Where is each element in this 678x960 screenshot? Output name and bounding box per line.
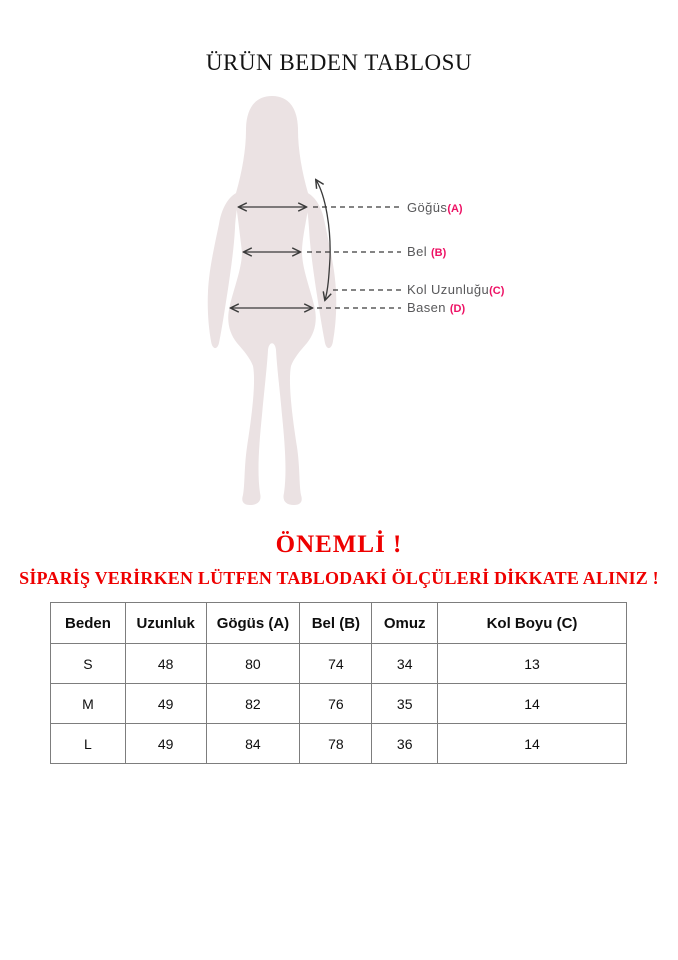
measurement-label-arm-length <box>407 282 504 298</box>
table-cell: 35 <box>372 684 438 724</box>
table-cell: 48 <box>125 644 206 684</box>
column-header-beden: Beden <box>51 603 126 644</box>
column-header-kol-boyu: Kol Boyu (C) <box>438 603 627 644</box>
size-table-row-m <box>51 684 627 724</box>
column-header-uzunluk: Uzunluk <box>125 603 206 644</box>
table-cell: 49 <box>125 684 206 724</box>
column-header-omuz: Omuz <box>372 603 438 644</box>
table-cell: 78 <box>300 724 372 764</box>
table-cell: 34 <box>372 644 438 684</box>
measurement-label-chest-text: Göğüs <box>407 200 448 215</box>
table-cell: 13 <box>438 644 627 684</box>
table-cell: L <box>51 724 126 764</box>
table-cell: 84 <box>206 724 300 764</box>
important-heading: ÖNEMLİ ! <box>275 531 403 558</box>
measurement-code-c: (C) <box>489 285 505 297</box>
table-cell: 49 <box>125 724 206 764</box>
measurement-label-arm-length-text: Kol Uzunluğu <box>407 282 490 297</box>
size-table-header-row <box>51 603 627 644</box>
column-header-bel: Bel (B) <box>300 603 372 644</box>
size-table-row-l <box>51 724 627 764</box>
woman-silhouette <box>208 96 337 505</box>
table-cell: 82 <box>206 684 300 724</box>
table-cell: 80 <box>206 644 300 684</box>
size-table <box>50 602 627 764</box>
table-cell: 14 <box>438 724 627 764</box>
table-cell: M <box>51 684 126 724</box>
important-subheading: SİPARİŞ VERİRKEN LÜTFEN TABLODAKİ ÖLÇÜLERİ DİKKATE ALINIZ ! <box>19 568 659 588</box>
table-cell: 14 <box>438 684 627 724</box>
column-header-gogus: Gögüs (A) <box>206 603 300 644</box>
table-cell: S <box>51 644 126 684</box>
measurement-code-a: (A) <box>447 203 463 215</box>
body-silhouette-figure <box>160 85 430 515</box>
measurement-label-chest <box>407 200 463 216</box>
measurement-label-hip <box>407 300 465 316</box>
measurement-code-b: (B) <box>431 247 447 259</box>
measurement-label-waist <box>407 244 446 260</box>
size-table-row-s <box>51 644 627 684</box>
measurement-label-hip-text: Basen <box>407 300 450 315</box>
page-title: ÜRÜN BEDEN TABLOSU <box>205 50 473 75</box>
measurement-label-waist-text: Bel <box>407 244 432 259</box>
table-cell: 36 <box>372 724 438 764</box>
silhouette-torso-legs <box>228 182 316 505</box>
table-cell: 76 <box>300 684 372 724</box>
measurement-code-d: (D) <box>449 303 466 315</box>
table-cell: 74 <box>300 644 372 684</box>
